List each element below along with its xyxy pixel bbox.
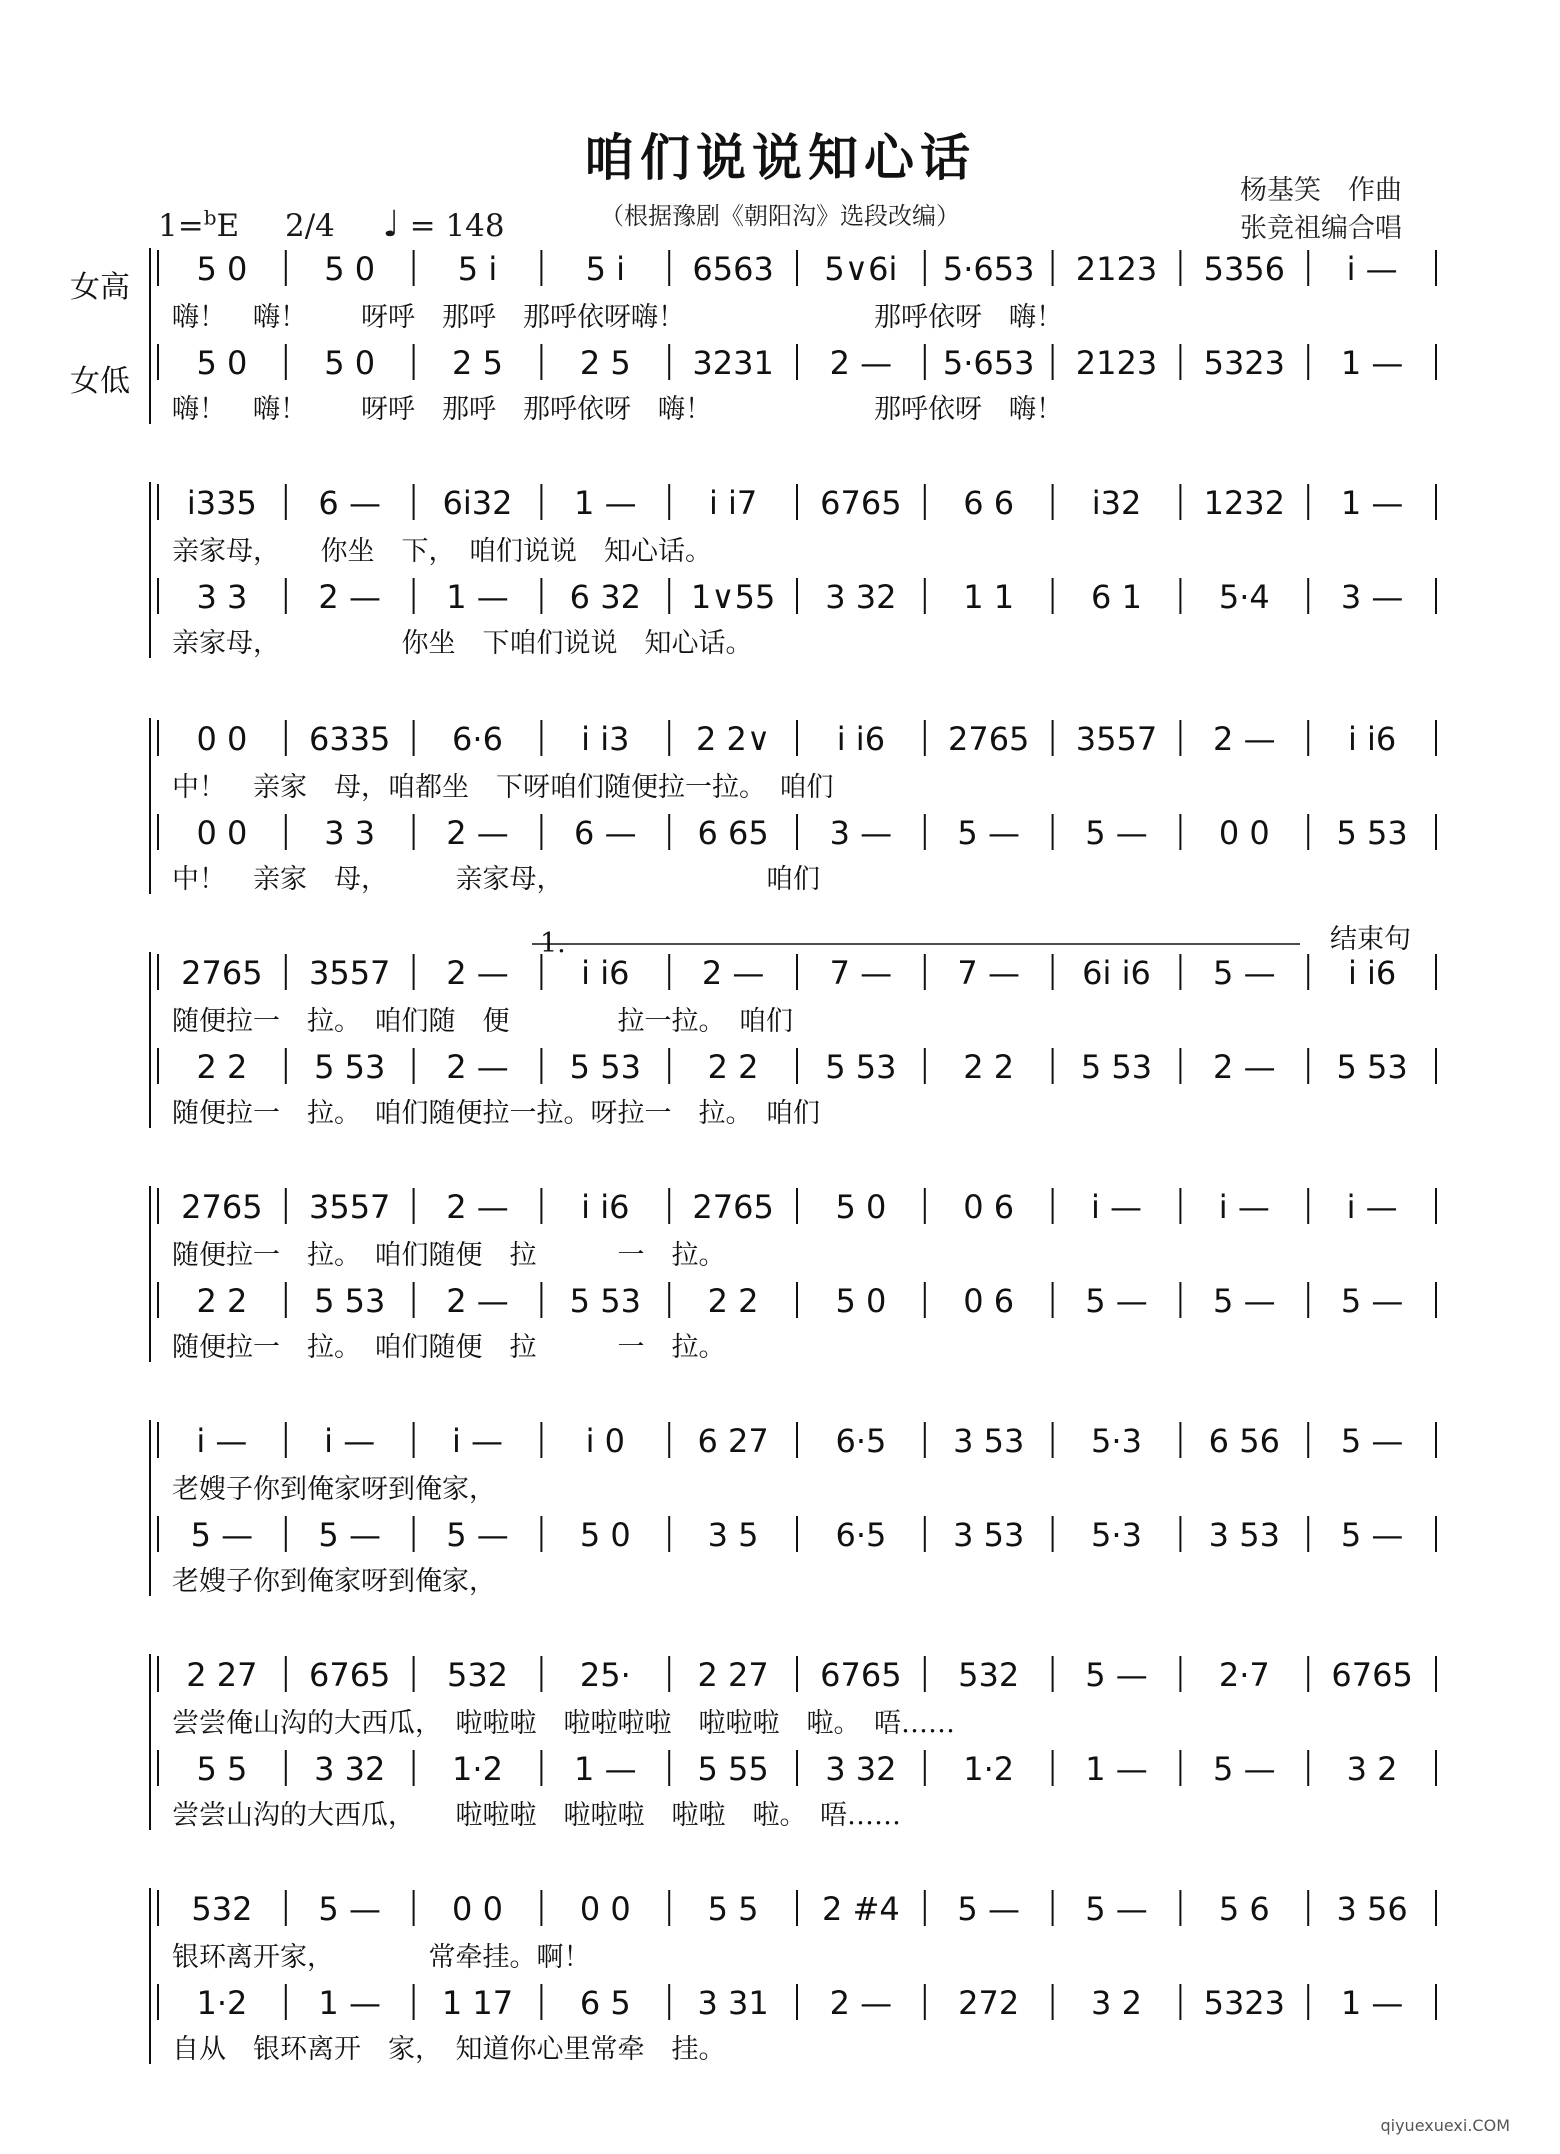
system-2-alto-bar-2: 2 — [318, 578, 381, 616]
system-8-soprano-bar-1: 532 [191, 1890, 253, 1928]
quarter-note-icon: ♩ [382, 204, 400, 245]
system-5-soprano-bar-1: 2765 [181, 1188, 263, 1226]
system-4-soprano-bar-8: 6i i6 [1082, 954, 1151, 992]
system-7-soprano-lyrics: 尝尝俺山沟的大西瓜， 啦啦啦 啦啦啦啦 啦啦啦 啦。 唔…… [172, 1708, 955, 1739]
system-4-alto-bar-10: 5 53 [1336, 1048, 1408, 1086]
system-6-soprano-bar-3: i — [451, 1422, 504, 1460]
system-4-alto-bar-2: 5 53 [314, 1048, 386, 1086]
system-5-alto-bar-9: 5 — [1213, 1282, 1276, 1320]
system-1-soprano-bar-9: 5356 [1203, 250, 1286, 288]
system-7-soprano-bar-8: 5 — [1085, 1656, 1148, 1694]
system-1-soprano-bar-7: 5·653 [942, 250, 1035, 288]
system-8-alto-bar-5: 3 31 [697, 1984, 769, 2022]
system-1-alto-bar-1: 5 0 [196, 344, 248, 382]
system-3-alto-bar-1: 0 0 [196, 814, 248, 852]
system-4-alto-bar-4: 5 53 [569, 1048, 641, 1086]
system-5-alto-bar-3: 2 — [446, 1282, 509, 1320]
system-1-alto-bar-3: 2 5 [452, 344, 503, 382]
system-4-soprano-bar-3: 2 — [446, 954, 509, 992]
system-7-alto-bar-5: 5 55 [697, 1750, 769, 1788]
system-3-soprano-bar-6: i i6 [836, 720, 886, 758]
system-8-soprano-bar-4: 0 0 [579, 1890, 631, 1928]
system-5-soprano-lyrics: 随便拉一 拉。 咱们随便 拉 一 拉。 [172, 1240, 726, 1271]
system-2-soprano-bar-5: i i7 [708, 484, 758, 522]
system-2-alto-bar-3: 1 — [446, 578, 509, 616]
system-2-soprano-lyrics: 亲家母， 你坐 下， 咱们说说 知心话。 [172, 536, 712, 567]
system-4-soprano-lyrics: 随便拉一 拉。 咱们随 便 拉一拉。 咱们 [172, 1006, 793, 1037]
system-3-alto-lyrics: 中！ 亲家 母， 亲家母， 咱们 [172, 864, 820, 895]
system-4-soprano-bar-10: i i6 [1347, 954, 1397, 992]
system-8-soprano-lyrics: 银环离开家， 常牵挂。啊！ [172, 1942, 591, 1973]
system-4-soprano-bar-1: 2765 [181, 954, 263, 992]
system-5-alto-lyrics: 随便拉一 拉。 咱们随便 拉 一 拉。 [172, 1332, 726, 1363]
system-7-soprano-bar-3: 532 [446, 1656, 509, 1694]
system-6-alto-bar-8: 5·3 [1091, 1516, 1142, 1554]
system-8-alto-bar-8: 3 2 [1091, 1984, 1142, 2022]
system-1-alto-bar-7: 5·653 [942, 344, 1035, 382]
system-2-soprano-bar-3: 6i32 [442, 484, 513, 522]
system-3-alto-bar-3: 2 — [446, 814, 509, 852]
system-3-soprano-bar-10: i i6 [1347, 720, 1397, 758]
system-8-alto-lyrics: 自从 银环离开 家， 知道你心里常牵 挂。 [172, 2034, 726, 2065]
system-3-soprano-bar-8: 3557 [1075, 720, 1158, 758]
system-7-soprano-bar-6: 6765 [820, 1656, 902, 1694]
system-2-soprano-bar-9: 1232 [1203, 484, 1286, 522]
system-3-alto-bar-8: 5 — [1085, 814, 1148, 852]
system-5-alto-bar-7: 0 6 [963, 1282, 1015, 1320]
system-8-soprano-bar-5: 5 5 [707, 1890, 759, 1928]
system-8-soprano-bar-2: 5 — [318, 1890, 381, 1928]
system-5-alto-bar-1: 2 2 [196, 1282, 248, 1320]
system-4-alto-bar-7: 2 2 [963, 1048, 1015, 1086]
system-5-soprano-bar-3: 2 — [446, 1188, 509, 1226]
system-3-alto-bar-2: 3 3 [324, 814, 376, 852]
system-2-alto-bar-6: 3 32 [825, 578, 897, 616]
system-6-soprano-bar-8: 5·3 [1091, 1422, 1142, 1460]
voice-label-alto: 女低 [70, 364, 130, 399]
system-4-alto-bar-9: 2 — [1213, 1048, 1276, 1086]
system-1-alto-bar-5: 3231 [692, 344, 774, 382]
system-8-alto-bar-4: 6 5 [579, 1984, 631, 2022]
system-2-soprano-bar-6: 6765 [820, 484, 902, 522]
system-2-soprano-bar-7: 6 6 [963, 484, 1015, 522]
system-1-alto-bar-10: 1 — [1340, 344, 1404, 382]
system-4-soprano-bar-7: 7 — [957, 954, 1020, 992]
system-5-soprano-bar-4: i i6 [581, 1188, 630, 1226]
system-2-alto-bar-7: 1 1 [963, 578, 1015, 616]
system-6-alto-bar-2: 5 — [318, 1516, 381, 1554]
system-7-soprano-bar-1: 2 27 [186, 1656, 258, 1694]
system-1-soprano-bar-3: 5 i [457, 250, 498, 288]
system-1-soprano-bar-8: 2123 [1075, 250, 1158, 288]
system-2-alto-lyrics: 亲家母， 你坐 下咱们说说 知心话。 [172, 628, 753, 659]
system-5-soprano-bar-5: 2765 [692, 1188, 774, 1226]
system-1-soprano-bar-2: 5 0 [324, 250, 376, 288]
system-7-soprano-bar-5: 2 27 [697, 1656, 769, 1694]
system-6-soprano-bar-2: i — [324, 1422, 376, 1460]
system-6-soprano-bar-1: i — [196, 1422, 248, 1460]
system-3-alto-bar-6: 3 — [829, 814, 893, 852]
system-8-soprano-bar-3: 0 0 [452, 1890, 503, 1928]
system-7-alto-bar-1: 5 5 [196, 1750, 248, 1788]
system-1-alto-bar-2: 5 0 [324, 344, 376, 382]
system-7-soprano-bar-7: 532 [958, 1656, 1020, 1694]
system-6-soprano-bar-10: 5 — [1340, 1422, 1404, 1460]
system-1-alto-bar-4: 2 5 [579, 344, 631, 382]
system-8-soprano-bar-10: 3 56 [1336, 1890, 1408, 1928]
flat-sign: b [203, 205, 217, 230]
system-4-soprano-bar-5: 2 — [701, 954, 765, 992]
system-3-soprano-bar-1: 0 0 [196, 720, 248, 758]
system-2-soprano-bar-1: i335 [186, 484, 257, 522]
system-5-alto-bar-6: 5 0 [835, 1282, 887, 1320]
system-7-alto-bar-8: 1 — [1085, 1750, 1148, 1788]
system-4-alto-bar-6: 5 53 [825, 1048, 897, 1086]
volta-1-label: 1. [540, 928, 566, 959]
system-7-alto-bar-3: 1·2 [452, 1750, 503, 1788]
system-6-alto-bar-6: 6·5 [835, 1516, 887, 1554]
system-3-soprano-bar-9: 2 — [1213, 720, 1276, 758]
system-7-alto-bar-6: 3 32 [825, 1750, 897, 1788]
system-5-alto-bar-2: 5 53 [314, 1282, 386, 1320]
system-6-alto-bar-9: 3 53 [1208, 1516, 1280, 1554]
system-1-soprano-bar-4: 5 i [585, 250, 626, 288]
system-1-alto-bar-8: 2123 [1075, 344, 1158, 382]
system-5-soprano-bar-10: i — [1346, 1188, 1398, 1226]
system-5-soprano-bar-7: 0 6 [963, 1188, 1015, 1226]
system-5-soprano-bar-8: i — [1090, 1188, 1143, 1226]
system-6-soprano-bar-6: 6·5 [835, 1422, 887, 1460]
system-2-alto-bar-1: 3 3 [196, 578, 248, 616]
system-8-alto-bar-2: 1 — [318, 1984, 381, 2022]
system-4-soprano-bar-2: 3557 [308, 954, 391, 992]
system-1-soprano-bar-10: i — [1346, 250, 1398, 288]
system-8-soprano-bar-8: 5 — [1085, 1890, 1148, 1928]
system-1-soprano-bar-5: 6563 [692, 250, 774, 288]
system-1-alto-bar-6: 2 — [829, 344, 893, 382]
system-7-alto-bar-9: 5 — [1213, 1750, 1276, 1788]
system-8-soprano-bar-7: 5 — [957, 1890, 1020, 1928]
system-4-alto-bar-1: 2 2 [196, 1048, 248, 1086]
song-subtitle: （根据豫剧《朝阳沟》选段改编） [600, 202, 960, 230]
system-5-soprano-bar-2: 3557 [308, 1188, 391, 1226]
key-signature: 1= [158, 208, 204, 244]
system-3-soprano-bar-2: 6335 [308, 720, 391, 758]
system-3-soprano-lyrics: 中！ 亲家 母，咱都坐 下呀咱们随便拉一拉。 咱们 [172, 772, 834, 803]
system-8-alto-bar-3: 1 17 [441, 1984, 514, 2022]
system-6-alto-bar-5: 3 5 [707, 1516, 759, 1554]
system-6-alto-bar-7: 3 53 [953, 1516, 1025, 1554]
system-3-alto-bar-7: 5 — [957, 814, 1020, 852]
system-5-soprano-bar-6: 5 0 [835, 1188, 887, 1226]
system-5-soprano-bar-9: i — [1218, 1188, 1270, 1226]
system-3-soprano-bar-3: 6·6 [452, 720, 503, 758]
system-3-alto-bar-9: 0 0 [1218, 814, 1270, 852]
system-4-alto-bar-3: 2 — [446, 1048, 509, 1086]
system-8-alto-bar-6: 2 — [829, 1984, 893, 2022]
coda-label: 结束句 [1330, 924, 1411, 955]
system-7-soprano-bar-10: 6765 [1331, 1656, 1413, 1694]
system-1-alto-bar-9: 5323 [1203, 344, 1286, 382]
system-7-alto-bar-2: 3 32 [314, 1750, 386, 1788]
system-7-soprano-bar-2: 6765 [308, 1656, 391, 1694]
system-1-soprano-bar-6: 5∨6i [824, 250, 898, 288]
system-3-alto-bar-10: 5 53 [1336, 814, 1408, 852]
song-title: 咱们说说知心话 [584, 129, 976, 187]
system-6-alto-bar-3: 5 — [446, 1516, 509, 1554]
system-3-soprano-bar-7: 2765 [947, 720, 1030, 758]
system-4-soprano-bar-9: 5 — [1213, 954, 1276, 992]
system-2-alto-bar-4: 6 32 [569, 578, 641, 616]
composer-credit: 杨基笑 作曲 [1240, 175, 1402, 206]
system-6-alto-bar-1: 5 — [190, 1516, 254, 1554]
system-2-soprano-bar-2: 6 — [318, 484, 381, 522]
system-8-soprano-bar-6: 2 #4 [822, 1890, 900, 1928]
system-4-soprano-bar-4: i i6 [581, 954, 630, 992]
system-1-alto-lyrics: 嗨！ 嗨！ 呀呼 那呼 那呼依呀 嗨！ 那呼依呀 嗨！ [172, 394, 1063, 425]
system-7-soprano-bar-9: 2·7 [1218, 1656, 1270, 1694]
arranger-credit: 张竞祖编合唱 [1240, 213, 1402, 244]
tempo-value: = 148 [409, 208, 505, 244]
system-8-alto-bar-7: 272 [958, 1984, 1020, 2022]
system-6-soprano-bar-4: i 0 [585, 1422, 626, 1460]
system-8-alto-bar-9: 5323 [1203, 1984, 1286, 2022]
system-6-soprano-bar-9: 6 56 [1208, 1422, 1280, 1460]
system-2-soprano-bar-8: i32 [1091, 484, 1142, 522]
system-4-alto-bar-8: 5 53 [1080, 1048, 1153, 1086]
system-1-soprano-bar-1: 5 0 [196, 250, 248, 288]
system-6-soprano-bar-7: 3 53 [953, 1422, 1025, 1460]
system-7-alto-bar-7: 1·2 [963, 1750, 1015, 1788]
voice-label-soprano: 女高 [70, 270, 130, 305]
system-8-alto-bar-10: 1 — [1340, 1984, 1404, 2022]
system-3-soprano-bar-5: 2 2∨ [695, 720, 771, 758]
system-4-soprano-bar-6: 7 — [829, 954, 893, 992]
key-note: E [216, 208, 240, 244]
site-watermark: qiyuexuexi.COM [1380, 2116, 1510, 2135]
system-2-alto-bar-9: 5·4 [1218, 578, 1270, 616]
system-6-soprano-bar-5: 6 27 [697, 1422, 769, 1460]
time-signature: 2/4 [285, 208, 335, 244]
system-6-soprano-lyrics: 老嫂子你到俺家呀到俺家， [172, 1474, 496, 1505]
system-7-alto-bar-4: 1 — [574, 1750, 637, 1788]
system-4-alto-bar-5: 2 2 [707, 1048, 759, 1086]
system-2-alto-bar-5: 1∨55 [690, 578, 776, 616]
system-6-alto-bar-10: 5 — [1340, 1516, 1404, 1554]
system-7-alto-lyrics: 尝尝山沟的大西瓜， 啦啦啦 啦啦啦 啦啦 啦。 唔…… [172, 1800, 901, 1831]
system-3-soprano-bar-4: i i3 [581, 720, 630, 758]
system-5-alto-bar-4: 5 53 [569, 1282, 641, 1320]
system-1-soprano-lyrics: 嗨！ 嗨！ 呀呼 那呼 那呼依呀嗨！ 那呼依呀 嗨！ [172, 302, 1063, 333]
system-8-soprano-bar-9: 5 6 [1218, 1890, 1270, 1928]
system-7-alto-bar-10: 3 2 [1346, 1750, 1398, 1788]
system-2-alto-bar-8: 6 1 [1091, 578, 1142, 616]
system-2-alto-bar-10: 3 — [1340, 578, 1404, 616]
system-3-alto-bar-5: 6 65 [697, 814, 769, 852]
system-2-soprano-bar-10: 1 — [1340, 484, 1404, 522]
system-3-alto-bar-4: 6 — [574, 814, 637, 852]
system-5-alto-bar-8: 5 — [1085, 1282, 1148, 1320]
system-7-soprano-bar-4: 25· [579, 1656, 631, 1694]
system-6-alto-lyrics: 老嫂子你到俺家呀到俺家， [172, 1566, 496, 1597]
system-2-soprano-bar-4: 1 — [574, 484, 637, 522]
system-5-alto-bar-5: 2 2 [707, 1282, 759, 1320]
system-5-alto-bar-10: 5 — [1340, 1282, 1404, 1320]
system-4-alto-lyrics: 随便拉一 拉。 咱们随便拉一拉。呀拉一 拉。 咱们 [172, 1098, 820, 1129]
system-6-alto-bar-4: 5 0 [579, 1516, 631, 1554]
system-8-alto-bar-1: 1·2 [196, 1984, 248, 2022]
